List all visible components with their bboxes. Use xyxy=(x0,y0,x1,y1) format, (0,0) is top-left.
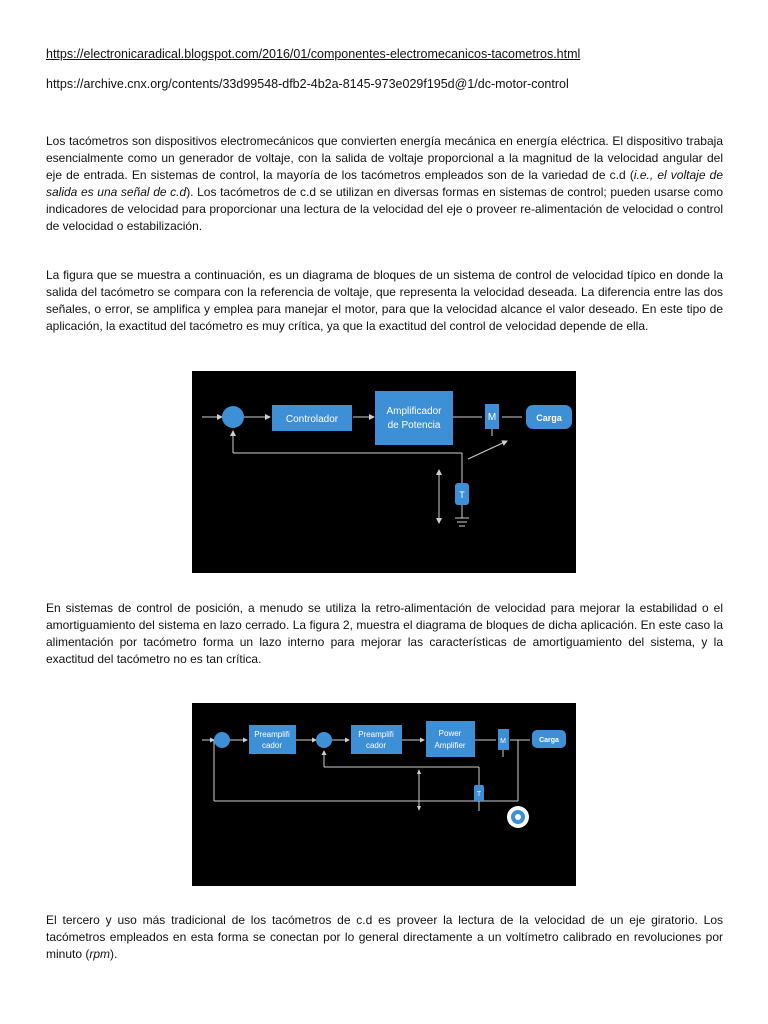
paragraph-intro-italic: i.e., el voltaje de salida es una señal de c.d xyxy=(46,168,723,199)
power-amplifier-label-1: Power xyxy=(438,729,462,738)
power-amplifier-block xyxy=(426,721,475,757)
source-link-2[interactable]: https://archive.cnx.org/contents/33d99548-dfb2-4b2a-8145-973e029f195d@1/dc-motor-control xyxy=(46,77,569,91)
load-label: Carga xyxy=(539,737,559,744)
preamplifier-1-label-2: cador xyxy=(261,741,283,750)
preamplifier-2-label-2: cador xyxy=(365,741,387,750)
figure-speed-control-diagram xyxy=(192,371,576,573)
tachometer-label: T xyxy=(476,791,482,798)
paragraph-rpm-text-b: ). xyxy=(110,947,118,961)
paragraph-rpm-italic: rpm xyxy=(89,947,111,961)
paragraph-intro-text-b: ). Los tacómetros de c.d se utilizan en diversas formas en sistemas de control; pueden usarse como indicadores de velocidad para proporcionar una lectura de la velocidad del eje o proveer re-alimentación de velocidad o control de velocidad o estabilización. xyxy=(46,185,723,233)
summing-junction-outer xyxy=(214,732,230,748)
power-amplifier-label-2: Amplifier xyxy=(434,741,466,750)
summing-junction-inner xyxy=(316,732,332,748)
motor-label: M xyxy=(487,412,497,423)
paragraph-speed-control: La figura que se muestra a continuación, es un diagrama de bloques de un sistema de control de velocidad típico en donde la salida del tacómetro se compara con la referencia de voltaje, que representa la velocidad deseada. La diferencia entre las dos señales, o error, se amplifica y emplea para manejar el motor, para que la velocidad alcance el valor deseado. En este tipo de aplicación, la exactitud del tacómetro es muy crítica, ya que la exactitud del control de velocidad depende de ella. xyxy=(46,268,723,333)
source-link-1[interactable]: https://electronicaradical.blogspot.com/2016/01/componentes-electromecanicos-tacometros.html xyxy=(46,47,581,61)
power-amplifier-label-1: Amplificador xyxy=(386,406,442,417)
figure-position-control-diagram xyxy=(192,703,576,886)
potentiometer-icon xyxy=(507,806,529,828)
load-label: Carga xyxy=(536,413,562,423)
preamplifier-2-label-1: Preamplifi xyxy=(358,730,394,739)
paragraph-position-control: En sistemas de control de posición, a menudo se utiliza la retro-alimentación de velocidad para mejorar la estabilidad o el amortiguamiento del sistema en lazo cerrado. La figura 2, muestra el diagrama de bloques de dicha aplicación. En este caso la alimentación por tacómetro forma un lazo interno para mejorar las características de amortiguamiento del sistema, y la exactitud del tacómetro no es tan crítica. xyxy=(46,601,723,666)
paragraph-rpm-text-a: El tercero y uso más tradicional de los tacómetros de c.d es proveer la lectura de la velocidad de un eje giratorio. Los tacómetros empleados en esta forma se conectan por lo general directamente a un voltímetro calibrado en revoluciones por minuto ( xyxy=(46,913,723,961)
controller-label: Controlador xyxy=(285,414,339,425)
paragraph-intro-text-a: Los tacómetros son dispositivos electromecánicos que convierten energía mecánica en energía eléctrica. El dispositivo trabaja esencialmente como un generador de voltaje, con la salida de voltaje proporcional a la magnitud de la velocidad angular del eje de entrada. En sistemas de control, la mayoría de los tacómetros empleados son de la variedad de c.d ( xyxy=(46,134,723,182)
tachometer-label: T xyxy=(459,490,465,500)
motor-label: M xyxy=(500,738,506,745)
paragraph-intro xyxy=(46,133,723,235)
power-amplifier-block xyxy=(375,391,453,445)
preamplifier-1-label-1: Preamplifi xyxy=(254,730,290,739)
paragraph-rpm-reading xyxy=(46,912,723,963)
power-amplifier-label-2: de Potencia xyxy=(387,420,441,431)
summing-junction xyxy=(222,406,244,428)
